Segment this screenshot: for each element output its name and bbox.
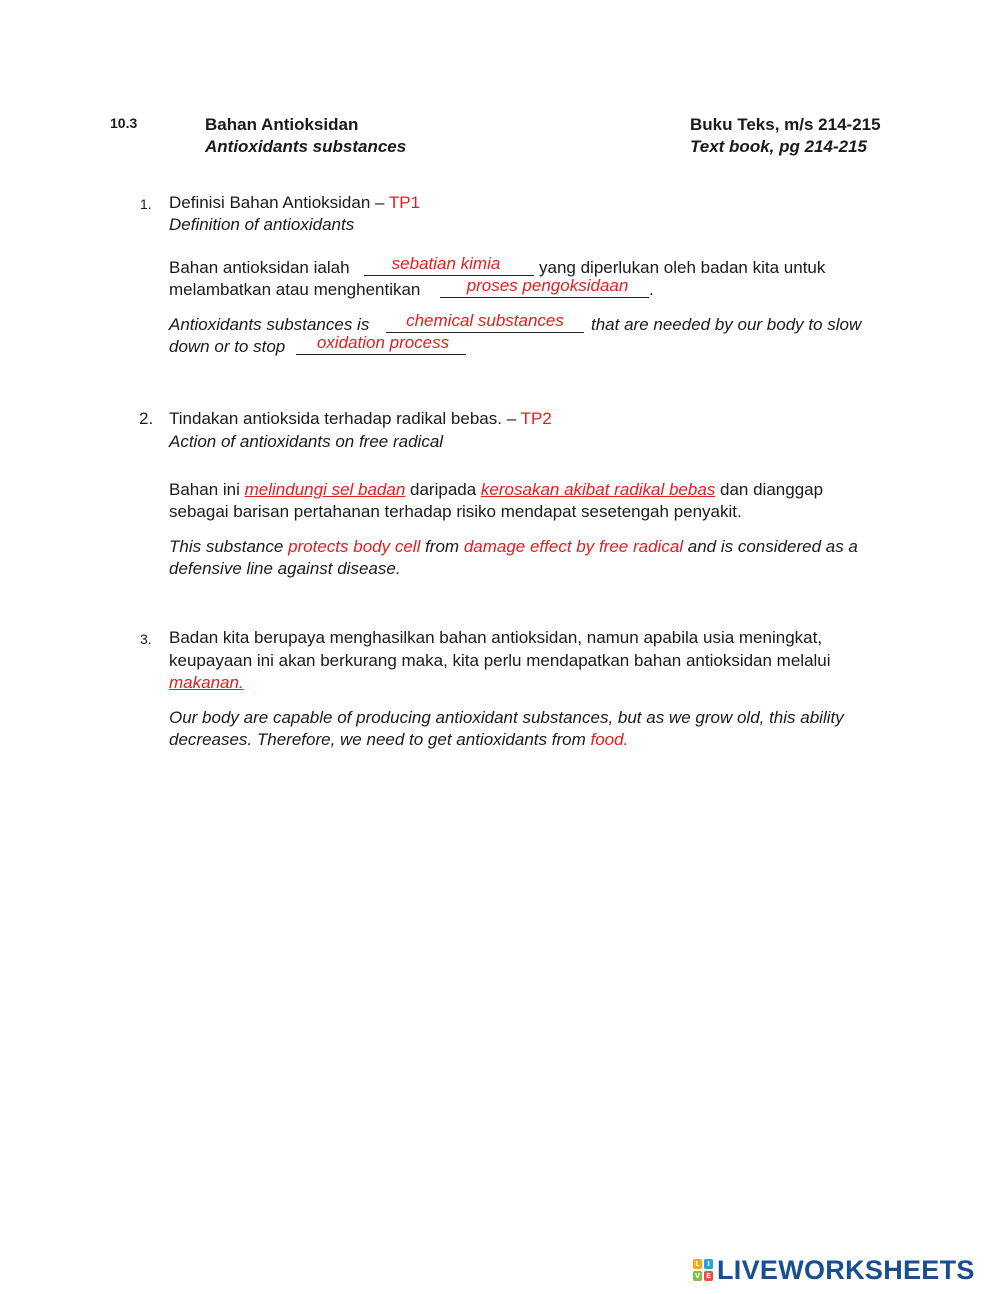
question-2-number: 2. <box>139 409 154 428</box>
q3-ms-answer[interactable]: makanan. <box>169 673 244 692</box>
logo-tile-i: I <box>704 1259 713 1269</box>
question-1-heading-text: Definisi Bahan Antioksidan – <box>169 193 389 212</box>
question-1-heading-english: Definition of antioxidants <box>169 215 355 234</box>
q2-en-line-1 <box>169 537 858 557</box>
q1-en-answer-2: oxidation process <box>316 333 450 352</box>
q1-ms-text-3: melambatkan atau menghentikan <box>169 280 421 299</box>
q3-en-line-1: Our body are capable of producing antioxidant substances, but as we grow old, this ability <box>169 708 844 727</box>
q1-ms-answer-2: proses pengoksidaan <box>466 276 629 295</box>
q3-en-answer[interactable]: food. <box>590 730 629 749</box>
q1-en-text-3: down or to stop <box>169 337 286 356</box>
logo-tile-v: V <box>694 1272 701 1280</box>
question-1-heading <box>169 193 420 213</box>
title-malay: Bahan Antioksidan <box>205 115 359 134</box>
q2-en-text-a: This substance <box>169 537 289 556</box>
q2-en-answer-1[interactable]: protects body cell <box>288 537 421 556</box>
logo-tile-e: E <box>704 1271 713 1281</box>
q2-ms-line-2: sebagai barisan pertahanan terhadap risiko mendapat sesetengah penyakit. <box>169 502 742 521</box>
tp2-badge: TP2 <box>520 409 552 428</box>
logo-tile-l: L <box>693 1259 702 1269</box>
q1-ms-end: . <box>649 280 654 299</box>
question-2-heading <box>169 409 552 429</box>
q2-en-answer-2[interactable]: damage effect by free radical <box>463 537 684 556</box>
tp1-badge: TP1 <box>388 193 421 212</box>
question-2-heading-english: Action of antioxidants on free radical <box>169 432 444 451</box>
q2-en-line-2: defensive line against disease. <box>169 559 401 578</box>
q3-en-line-2 <box>169 730 628 750</box>
q1-en-text-2: that are needed by our body to slow <box>591 315 862 334</box>
q1-ms-text-1: Bahan antioksidan ialah <box>169 258 350 277</box>
liveworksheets-logo[interactable] <box>693 1256 975 1284</box>
title-english: Antioxidants substances <box>205 137 407 156</box>
logo-text: LIVEWORKSHEETS <box>717 1254 975 1285</box>
question-1-number: 1. <box>140 196 152 212</box>
q1-ms-answer-1: sebatian kimia <box>391 254 501 273</box>
q2-en-text-c: and is considered as a <box>683 537 858 556</box>
q3-ms-line-1: Badan kita berupaya menghasilkan bahan antioksidan, namun apabila usia meningkat, <box>169 628 823 647</box>
q2-ms-answer-1[interactable]: melindungi sel badan <box>244 480 406 499</box>
q3-en-text: decreases. Therefore, we need to get antioxidants from <box>169 730 591 749</box>
q1-en-answer-1: chemical substances <box>406 311 564 330</box>
logo-tiles-icon <box>693 1259 713 1281</box>
q1-en-text-1: Antioxidants substances is <box>169 315 370 334</box>
question-2-heading-text: Tindakan antioksida terhadap radikal bebas. – <box>169 409 521 428</box>
q2-ms-text-c: dan dianggap <box>715 480 824 499</box>
reference-malay: Buku Teks, m/s 214-215 <box>690 115 881 134</box>
question-3-number: 3. <box>140 631 152 647</box>
q1-ms-text-2: yang diperlukan oleh badan kita untuk <box>539 258 826 277</box>
reference-english: Text book, pg 214-215 <box>690 137 867 156</box>
q2-en-text-b: from <box>420 537 464 556</box>
q2-ms-line-1 <box>169 480 823 500</box>
section-number: 10.3 <box>110 115 138 131</box>
q3-ms-line-2: keupayaan ini akan berkurang maka, kita perlu mendapatkan bahan antioksidan melalui <box>169 651 831 670</box>
q2-ms-answer-2[interactable]: kerosakan akibat radikal bebas <box>480 480 716 499</box>
q2-ms-text-b: daripada <box>405 480 481 499</box>
q2-ms-text-a: Bahan ini <box>169 480 245 499</box>
